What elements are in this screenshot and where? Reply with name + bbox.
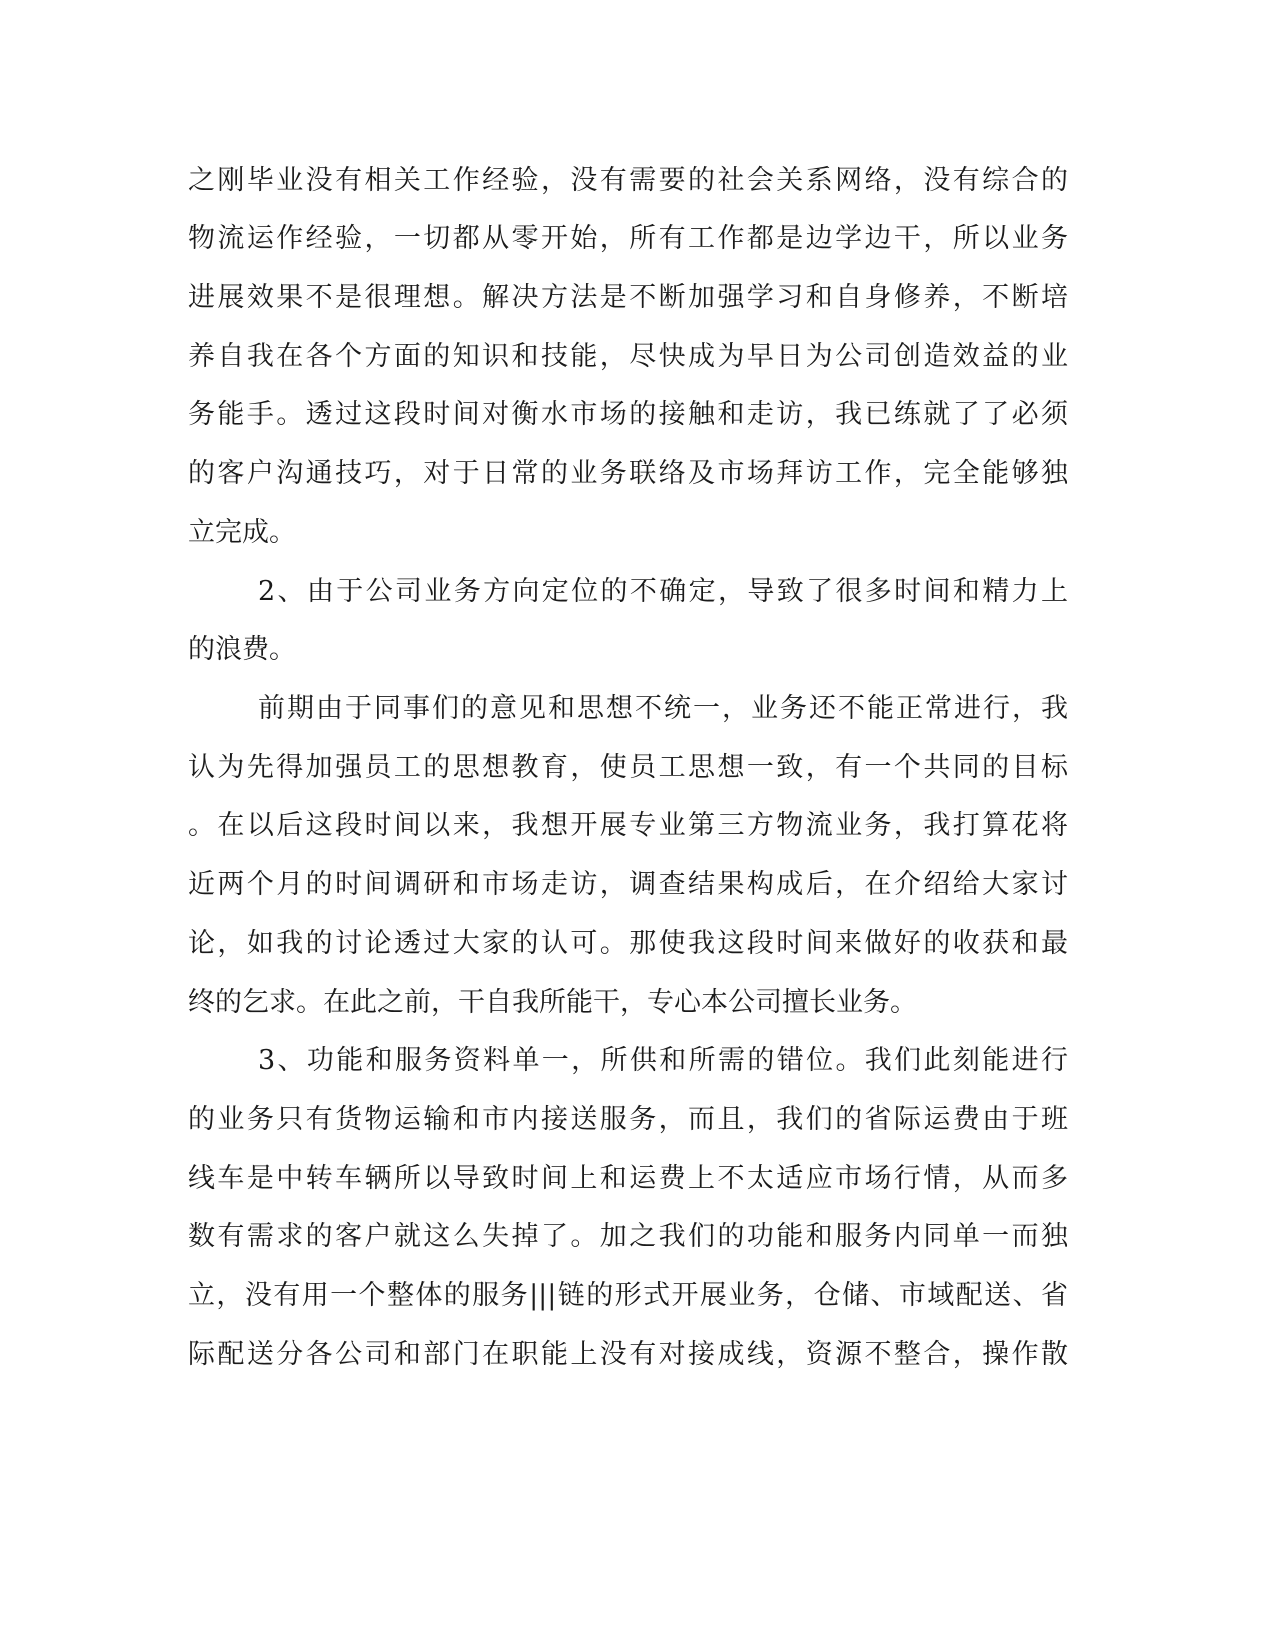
text-line: 的业务只有货物运输和市内接送服务，而且，我们的省际运费由于班 [188,1104,1068,1135]
text-line: 之刚毕业没有相关工作经验，没有需要的社会关系网络，没有综合的 [188,165,1068,196]
text-line: 进展效果不是很理想。解决方法是不断加强学习和自身修养，不断培 [188,282,1068,313]
text-line: 近两个月的时间调研和市场走访，调查结果构成后，在介绍给大家讨 [188,869,1068,900]
paragraph-first-line: 前期由于同事们的意见和思想不统一，业务还不能正常进行，我 [258,693,1068,724]
text-line: 论，如我的讨论透过大家的认可。那使我这段时间来做好的收获和最 [188,928,1068,959]
text-line: 际配送分各公司和部门在职能上没有对接成线，资源不整合，操作散 [188,1339,1068,1370]
numbered-item-heading: 3、功能和服务资料单一，所供和所需的错位。我们此刻能进行 [258,1045,1068,1076]
text-line: 的客户沟通技巧，对于日常的业务联络及市场拜访工作，完全能够独 [188,458,1068,489]
text-line: 线车是中转车辆所以导致时间上和运费上不太适应市场行情，从而多 [188,1163,1068,1194]
text-line: 物流运作经验，一切都从零开始，所有工作都是边学边干，所以业务 [188,223,1068,254]
text-line: 终的乞求。在此之前，干自我所能干，专心本公司擅长业务。 [188,987,917,1018]
text-line: 立，没有用一个整体的服务|||链的形式开展业务，仓储、市域配送、省 [188,1280,1068,1311]
text-line: 数有需求的客户就这么失掉了。加之我们的功能和服务内同单一而独 [188,1221,1068,1252]
text-line: 。在以后这段时间以来，我想开展专业第三方物流业务，我打算花将 [188,810,1068,841]
text-line: 养自我在各个方面的知识和技能，尽快成为早日为公司创造效益的业 [188,341,1068,372]
text-line: 立完成。 [188,517,296,548]
text-line: 的浪费。 [188,634,296,665]
text-line: 务能手。透过这段时间对衡水市场的接触和走访，我已练就了了必须 [188,399,1068,430]
text-line: 认为先得加强员工的思想教育，使员工思想一致，有一个共同的目标 [188,752,1068,783]
numbered-item-heading: 2、由于公司业务方向定位的不确定，导致了很多时间和精力上 [258,576,1068,607]
